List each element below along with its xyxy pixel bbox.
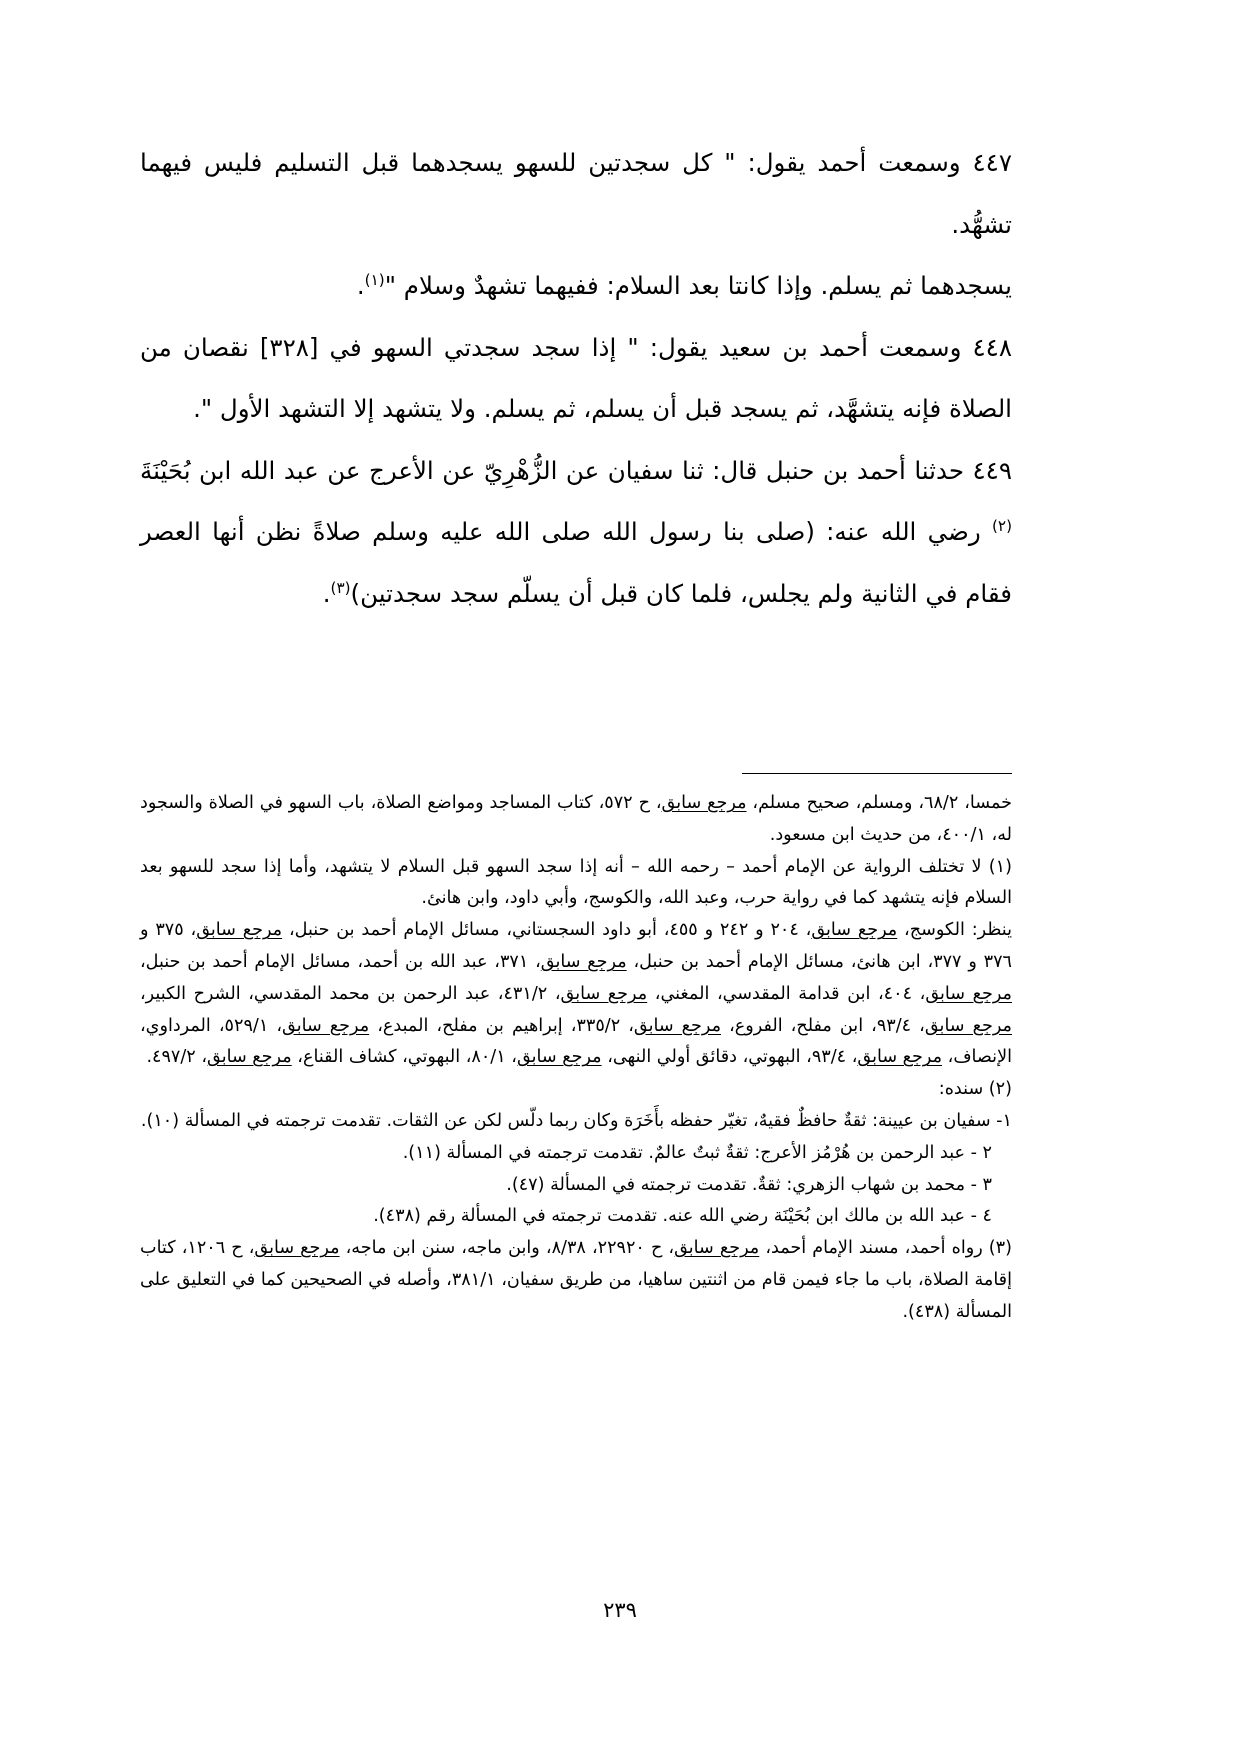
narrator-1: ١- سفيان بن عيينة: ثقةٌ حافظٌ فقيهٌ، تغيّر حفظه بأَخَرَة وكان ربما دلّس لكن عن الثقات. تقدمت ترجمته في المسألة (١٠). [140, 1110, 1012, 1131]
footnote-text: ، ح ١٢٠٦، كتاب إقامة الصلاة، باب ما جاء فيمن قام من اثنتين ساهيا، من طريق سفيان، ٣٨١/١، وأصله في الصحيحين كما في التعليق على المسألة (٤٣٨). [140, 1238, 1012, 1322]
paragraph-447-end: . [356, 271, 365, 300]
footnote-ref-1[interactable]: (١) [364, 270, 385, 289]
footnote-text: خمسا، ٦٨/٢، ومسلم، صحيح مسلم، [746, 793, 1012, 813]
reference-link: مرجع سابق [282, 1015, 370, 1036]
footnote-1-sources [140, 915, 1012, 1074]
footnote-text: ، ٤٠٤، ابن قدامة المقدسي، المغني، [647, 983, 926, 1004]
paragraph-447-line1: ٤٤٧ وسمعت أحمد يقول: " كل سجدتين للسهو يسجدهما قبل التسليم فليس فيهما تشهُّد. [140, 148, 1012, 239]
reference-link: مرجع سابق [633, 1015, 722, 1036]
footnote-text: ، ح ٢٢٩٢٠، ٨/٣٨، وابن ماجه، سنن ابن ماجه، [339, 1238, 675, 1259]
footnote-2: (٢) سنده: [938, 1079, 1012, 1100]
footnote-text: ، ٣٧١، عبد الله بن أحمد، مسائل الإمام أحمد بن حنبل، [140, 951, 541, 972]
reference-link: مرجع سابق [540, 951, 627, 972]
reference-link: مرجع سابق [196, 920, 283, 941]
narrator-2: ٢ - عبد الرحمن بن هُرْمُز الأعرج: ثقةٌ ثبتٌ عالمٌ. تقدمت ترجمته في المسألة (١١). [402, 1142, 992, 1163]
footnote-1: (١) لا تختلف الرواية عن الإمام أحمد – رحمه الله – أنه إذا سجد السهو قبل السلام لا يتشهد، وأما إذا سجد للسهو بعد السلام فإنه يتشهد كما في رواية حرب، وعبد الله، والكوسج، وأبي داود، وابن هانئ. [140, 856, 1012, 909]
reference-link: مرجع سابق [857, 1047, 943, 1068]
footnote-ref-2[interactable]: (٢) [991, 516, 1012, 535]
footnote-continuation [140, 788, 1012, 852]
footnote-text: ، ٣٣٥/٢، إبراهيم بن مفلح، المبدع، [369, 1015, 634, 1036]
reference-link: مرجع سابق [207, 1047, 292, 1068]
paragraph-449-start: ٤٤٩ حدثنا أحمد بن حنبل قال: ثنا سفيان عن الزُّهْرِيّ عن الأعرج عن عبد الله ابن بُحَيْنَةَ [140, 455, 1012, 485]
reference-link: مرجع سابق [516, 1047, 602, 1068]
footnote-text: ينظر: الكوسج، [897, 920, 1012, 941]
reference-link: مرجع سابق [674, 1238, 760, 1259]
footnotes [140, 788, 1012, 1329]
footnote-text: ، ٢٠٤ و ٢٤٢ و ٤٥٥، أبو داود السجستاني، مسائل الإمام أحمد بن حنبل، [282, 920, 812, 941]
footnote-separator [742, 773, 1012, 774]
footnote-text: ، ٤٩٧/٢. [146, 1047, 208, 1068]
narrator-4: ٤ - عبد الله بن مالك ابن بُحَيْنَة رضي الله عنه. تقدمت ترجمته في المسألة رقم (٤٣٨). [373, 1206, 992, 1227]
paragraph-447-line2: يسجدهما ثم يسلم. وإذا كانتا بعد السلام: ففيهما تشهدٌ وسلام " [384, 271, 1012, 300]
footnote-text: ، ٤٣١/٢، عبد الرحمن بن محمد المقدسي، الشرح الكبير، [140, 983, 561, 1004]
footnote-3 [140, 1233, 1012, 1328]
paragraph-448: ٤٤٨ وسمعت أحمد بن سعيد يقول: " إذا سجد سجدتي السهو في [٣٢٨] نقصان من الصلاة فإنه يتشهَّد، ثم يسجد قبل أن يسلم، ثم يسلم. ولا يتشهد إلا التشهد الأول ". [140, 332, 1012, 423]
reference-link: مرجع سابق [661, 793, 747, 813]
footnote-text: (٣) رواه أحمد، مسند الإمام أحمد، [759, 1238, 1012, 1259]
narrator-3: ٣ - محمد بن شهاب الزهري: ثقةٌ. تقدمت ترجمته في المسألة (٤٧). [506, 1174, 992, 1195]
paragraph-449-text: رضي الله عنه: (صلى بنا رسول الله صلى الله عليه وسلم صلاةً نظن أنها العصر فقام في الثانية ولم يجلس، فلما كان قبل أن يسلّم سجد سجدتين) [140, 517, 1012, 608]
footnote-text: ، ٩٣/٤، ابن مفلح، الفروع، [721, 1015, 925, 1036]
reference-link: مرجع سابق [924, 1015, 1012, 1036]
footnote-text: ، ٨٠/١، البهوتي، كشاف القناع، [291, 1047, 517, 1068]
reference-link: مرجع سابق [811, 920, 898, 941]
main-text [140, 132, 1012, 624]
footnote-text: ، ح ٥٧٢، كتاب المساجد ومواضع الصلاة، باب السهو في الصلاة والسجود له، ٤٠٠/١، من حديث ابن مسعود. [140, 793, 1012, 845]
footnote-text: ، ٣٧٥ و ٣٧٦ و ٣٧٧، ابن هانئ، مسائل الإمام أحمد بن حنبل، [140, 920, 1012, 972]
paragraph-449 [140, 440, 1012, 625]
footnote-text: ، ٥٢٩/١، المرداوي، الإنصاف، [140, 1015, 1012, 1068]
reference-link: مرجع سابق [560, 983, 648, 1004]
page-number: ٢٣٩ [603, 1598, 637, 1622]
footnote-ref-3[interactable]: (٣) [330, 578, 351, 597]
reference-link: مرجع سابق [254, 1238, 340, 1259]
footnote-text: ، ٩٣/٤، البهوتي، دقائق أولي النهى، [601, 1047, 858, 1068]
paragraph-447 [140, 132, 1012, 317]
reference-link: مرجع سابق [925, 983, 1012, 1004]
paragraph-449-end: . [322, 578, 331, 608]
